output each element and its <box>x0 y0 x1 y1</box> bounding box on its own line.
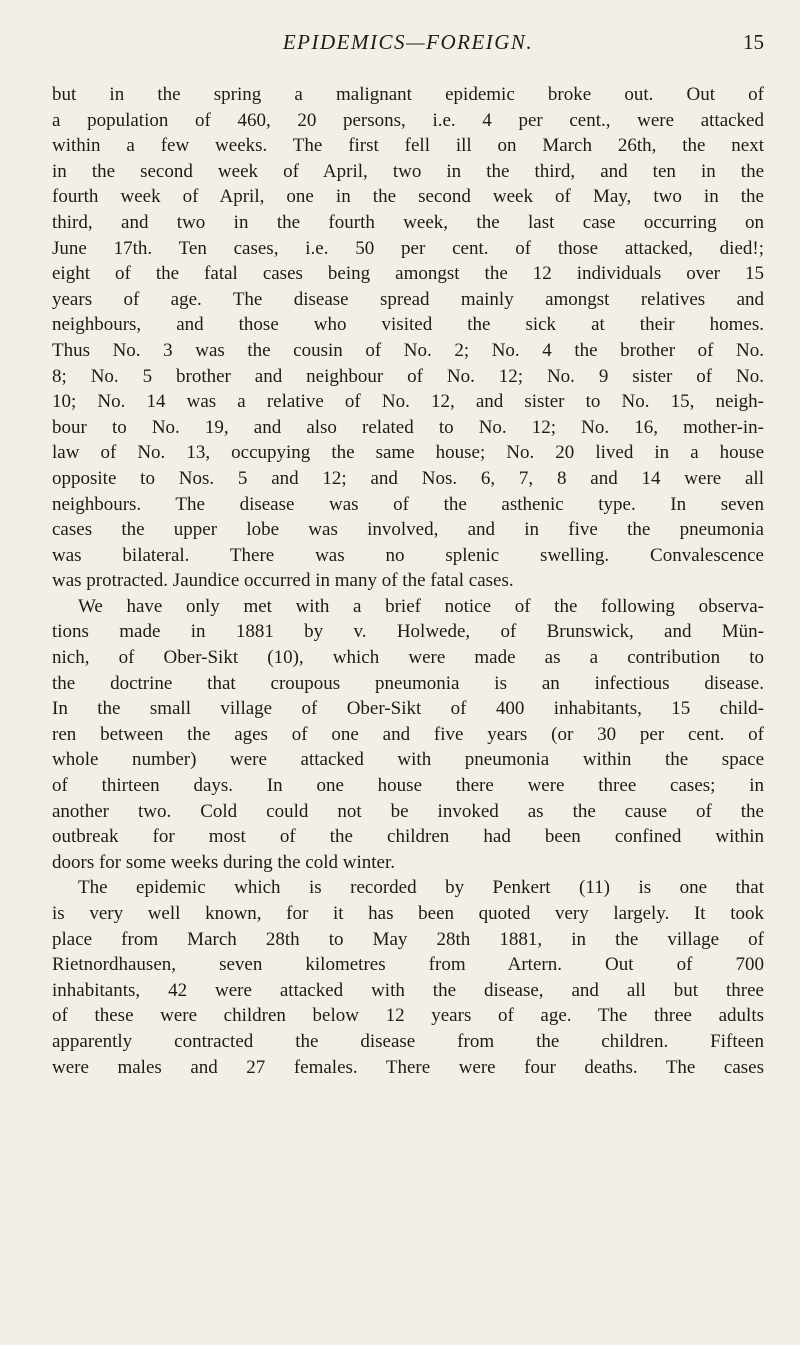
text-line: is very well known, for it has been quoted very largely. It took <box>52 903 764 924</box>
paragraph-end-line: was protracted. Jaundice occurred in many of the fatal cases. <box>52 570 514 592</box>
paragraph-start-line: The epidemic which is recorded by Penkert (11) is one that <box>78 877 764 899</box>
text-line: nich, of Ober-Sikt (10), which were made as a contribution to <box>52 647 764 669</box>
running-title: EPIDEMICS—FOREIGN. <box>282 30 534 54</box>
text-line: the doctrine that croupous pneumonia is an infectious disease. <box>52 672 764 694</box>
text-line: ren between the ages of one and five years (or 30 per cent. of <box>52 723 764 745</box>
text-line: in the second week of April, two in the third, and ten in the <box>52 160 764 182</box>
text-line: apparently contracted the disease from the children. Fifteen <box>52 1030 764 1052</box>
text-line: another two. Cold could not be invoked as the cause of the <box>52 800 764 822</box>
text-line: inhabitants, 42 were attacked with the disease, and all but three <box>52 979 764 1001</box>
text-line: third, and two in the fourth week, the last case occurring on <box>52 211 764 233</box>
text-line: whole number) were attacked with pneumonia within the space <box>52 749 764 771</box>
running-head <box>52 30 764 70</box>
text-line: Thus No. 3 was the cousin of No. 2; No. 4 the brother of No. <box>52 339 764 361</box>
text-line: opposite to Nos. 5 and 12; and Nos. 6, 7, 8 and 14 were all <box>52 467 764 489</box>
text-line: fourth week of April, one in the second week of May, two in the <box>52 186 764 208</box>
text-line: neighbours, and those who visited the sick at their homes. <box>52 314 764 336</box>
text-line: tions made in 1881 by v. Holwede, of Brunswick, and Mün- <box>52 621 764 643</box>
text-line: law of No. 13, occupying the same house; No. 20 lived in a house <box>52 442 764 464</box>
text-line: years of age. The disease spread mainly amongst relatives and <box>52 288 764 310</box>
text-line: Rietnordhausen, seven kilometres from Artern. Out of 700 <box>52 954 764 976</box>
text-line: cases the upper lobe was involved, and in five the pneumonia <box>52 519 764 541</box>
text-line: 8; No. 5 brother and neighbour of No. 12; No. 9 sister of No. <box>52 365 764 387</box>
text-line: was bilateral. There was no splenic swelling. Convalescence <box>52 544 764 566</box>
text-line: neighbours. The disease was of the asthenic type. In seven <box>52 493 764 515</box>
text-line: within a few weeks. The first fell ill on March 26th, the next <box>52 135 764 157</box>
text-line: eight of the fatal cases being amongst the 12 individuals over 15 <box>52 263 764 285</box>
text-line: but in the spring a malignant epidemic broke out. Out of <box>52 84 764 105</box>
text-line: place from March 28th to May 28th 1881, in the village of <box>52 928 764 950</box>
paragraph-end-line: doors for some weeks during the cold winter. <box>52 851 395 873</box>
page-number: 15 <box>743 30 764 54</box>
text-line: of these were children below 12 years of age. The three adults <box>52 1005 764 1027</box>
text-line: In the small village of Ober-Sikt of 400 inhabitants, 15 child- <box>52 698 764 720</box>
body-text <box>52 82 764 1080</box>
text-line: June 17th. Ten cases, i.e. 50 per cent. of those attacked, died!; <box>52 237 764 259</box>
text-line: a population of 460, 20 persons, i.e. 4 per cent., were attacked <box>52 109 764 131</box>
text-line: were males and 27 females. There were four deaths. The cases <box>52 1056 764 1078</box>
text-line: 10; No. 14 was a relative of No. 12, and sister to No. 15, neigh- <box>52 391 764 413</box>
text-line: bour to No. 19, and also related to No. 12; No. 16, mother-in- <box>52 416 764 438</box>
text-line: outbreak for most of the children had been confined within <box>52 826 764 848</box>
paragraph-start-line: We have only met with a brief notice of the following observa- <box>78 595 764 617</box>
text-line: of thirteen days. In one house there were three cases; in <box>52 775 764 797</box>
